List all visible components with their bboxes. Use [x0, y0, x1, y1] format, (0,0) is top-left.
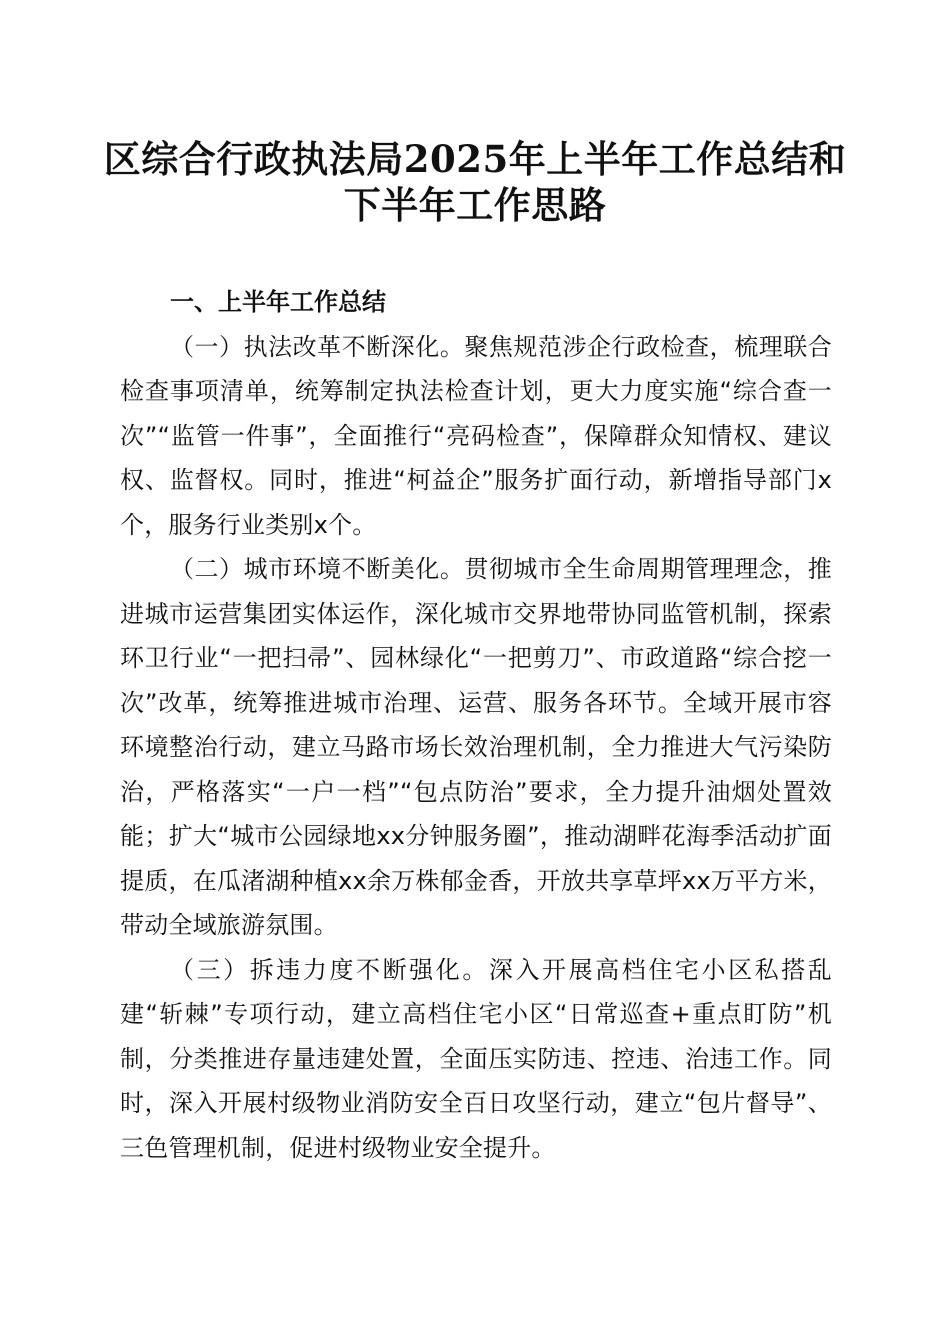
paragraph-lead: （三）拆违力度不断强化。 — [170, 955, 489, 984]
paragraph-lead: （一）执法改革不断深化。 — [170, 332, 465, 361]
paragraph-lead: （二）城市环境不断美化。 — [170, 555, 465, 583]
paragraph-text: 聚焦规范涉企行政检查，梳理联合检查事项清单，统筹制定执法检查计划，更大力度实施“综合查一次”“监管一件事”，全面推行“亮码检查”，保障群众知情权、建议权、监督权。同时，推进“柯益企”服务扩面行动，新增指导部门x个，服务行业类别x个。 — [120, 332, 833, 539]
section-heading: 一、上半年工作总结 — [170, 288, 386, 316]
title-line-2: 下半年工作思路 — [343, 183, 607, 227]
paragraph-text: 深入开展高档住宅小区私搭乱建“斩棘”专项行动，建立高档住宅小区“日常巡查+重点盯防”机制，分类推进存量违建处置，全面压实防违、控违、治违工作。同时，深入开展村级物业消防安全百日攻坚行动，建立“包片督导”、三色管理机制，促进村级物业安全提升。 — [120, 955, 832, 1162]
title-line-1: 区综合行政执法局2025年上半年工作总结和 — [103, 137, 847, 181]
document-title — [100, 136, 850, 228]
paragraph-2 — [120, 547, 832, 948]
document-body — [120, 280, 832, 1170]
paragraph-3 — [120, 948, 832, 1171]
paragraph-1 — [120, 325, 832, 548]
paragraph-text: 贯彻城市全生命周期管理理念，推进城市运营集团实体运作，深化城市交界地带协同监管机制，探索环卫行业“一把扫帚”、园林绿化“一把剪刀”、市政道路“综合挖一次”改革，统筹推进城市治理、运营、服务各环节。全域开展市容环境整治行动，建立马路市场长效治理机制，全力推进大气污染防治，严格落实“一户一档”“包点防治”要求，全力提升油烟处置效能；扩大“城市公园绿地xx分钟服务圈”，推动湖畔花海季活动扩面提质，在瓜渚湖种植xx余万株郁金香，开放共享草坪xx万平方米，带动全域旅游氛围。 — [120, 555, 833, 939]
